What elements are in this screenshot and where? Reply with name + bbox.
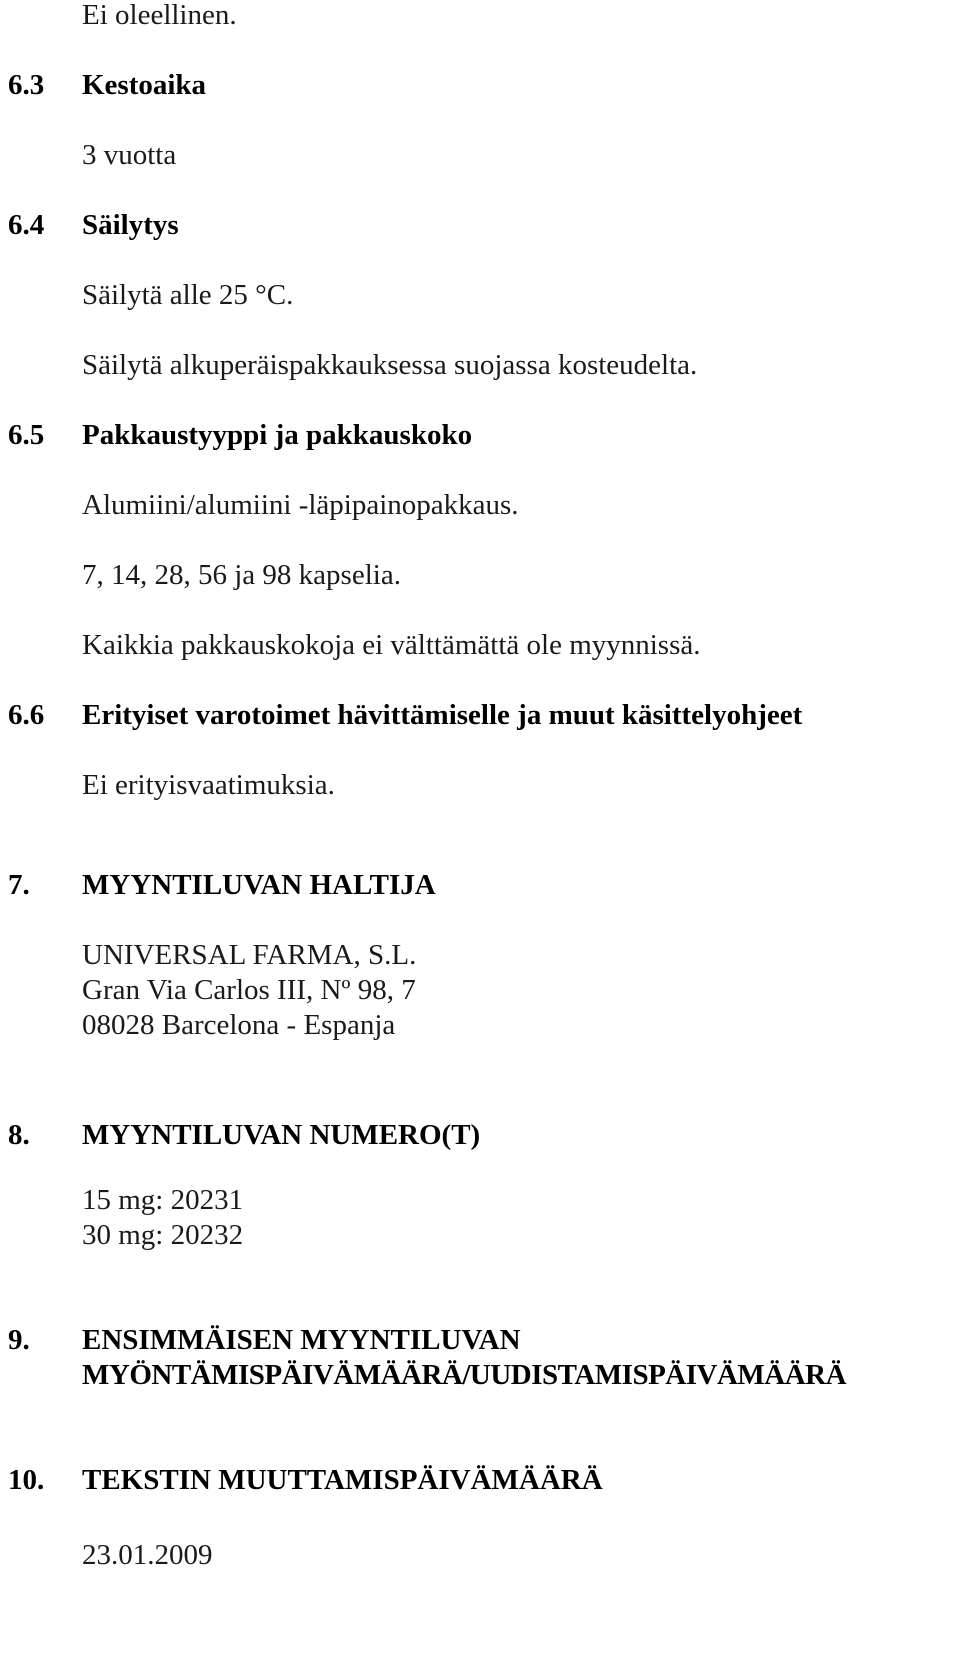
- section-heading: MYÖNTÄMISPÄIVÄMÄÄRÄ/UUDISTAMISPÄIVÄMÄÄRÄ: [82, 1359, 847, 1391]
- section-heading: Säilytys: [82, 209, 179, 241]
- section-number: 6.5: [8, 419, 45, 451]
- section-number: 9.: [8, 1324, 30, 1356]
- body-text: 23.01.2009: [82, 1539, 213, 1571]
- section-number: 6.3: [8, 69, 45, 101]
- body-text: 08028 Barcelona - Espanja: [82, 1009, 396, 1041]
- body-text: Säilytä alle 25 °C.: [82, 279, 294, 311]
- section-heading: TEKSTIN MUUTTAMISPÄIVÄMÄÄRÄ: [82, 1464, 603, 1496]
- section-heading: Pakkaustyyppi ja pakkauskoko: [82, 419, 473, 451]
- section-heading: MYYNTILUVAN NUMERO(T): [82, 1119, 481, 1151]
- body-text: Alumiini/alumiini -läpipainopakkaus.: [82, 489, 519, 521]
- body-text: Säilytä alkuperäispakkauksessa suojassa kosteudelta.: [82, 349, 698, 381]
- section-heading: Erityiset varotoimet hävittämiselle ja muut käsittelyohjeet: [82, 699, 803, 731]
- body-text: 3 vuotta: [82, 139, 177, 171]
- section-number: 8.: [8, 1119, 30, 1151]
- section-number: 6.6: [8, 699, 45, 731]
- section-heading: MYYNTILUVAN HALTIJA: [82, 869, 436, 901]
- body-text: UNIVERSAL FARMA, S.L.: [82, 939, 417, 971]
- body-text: 30 mg: 20232: [82, 1219, 244, 1251]
- section-heading: ENSIMMÄISEN MYYNTILUVAN: [82, 1324, 521, 1356]
- body-text: Ei erityisvaatimuksia.: [82, 769, 335, 801]
- section-number: 6.4: [8, 209, 45, 241]
- body-text: 7, 14, 28, 56 ja 98 kapselia.: [82, 559, 401, 591]
- intro-text: Ei oleellinen.: [82, 0, 237, 31]
- body-text: Kaikkia pakkauskokoja ei välttämättä ole myynnissä.: [82, 629, 701, 661]
- section-heading: Kestoaika: [82, 69, 207, 101]
- body-text: 15 mg: 20231: [82, 1184, 244, 1216]
- section-number: 7.: [8, 869, 30, 901]
- section-number: 10.: [8, 1464, 45, 1496]
- body-text: Gran Via Carlos III, Nº 98, 7: [82, 974, 416, 1006]
